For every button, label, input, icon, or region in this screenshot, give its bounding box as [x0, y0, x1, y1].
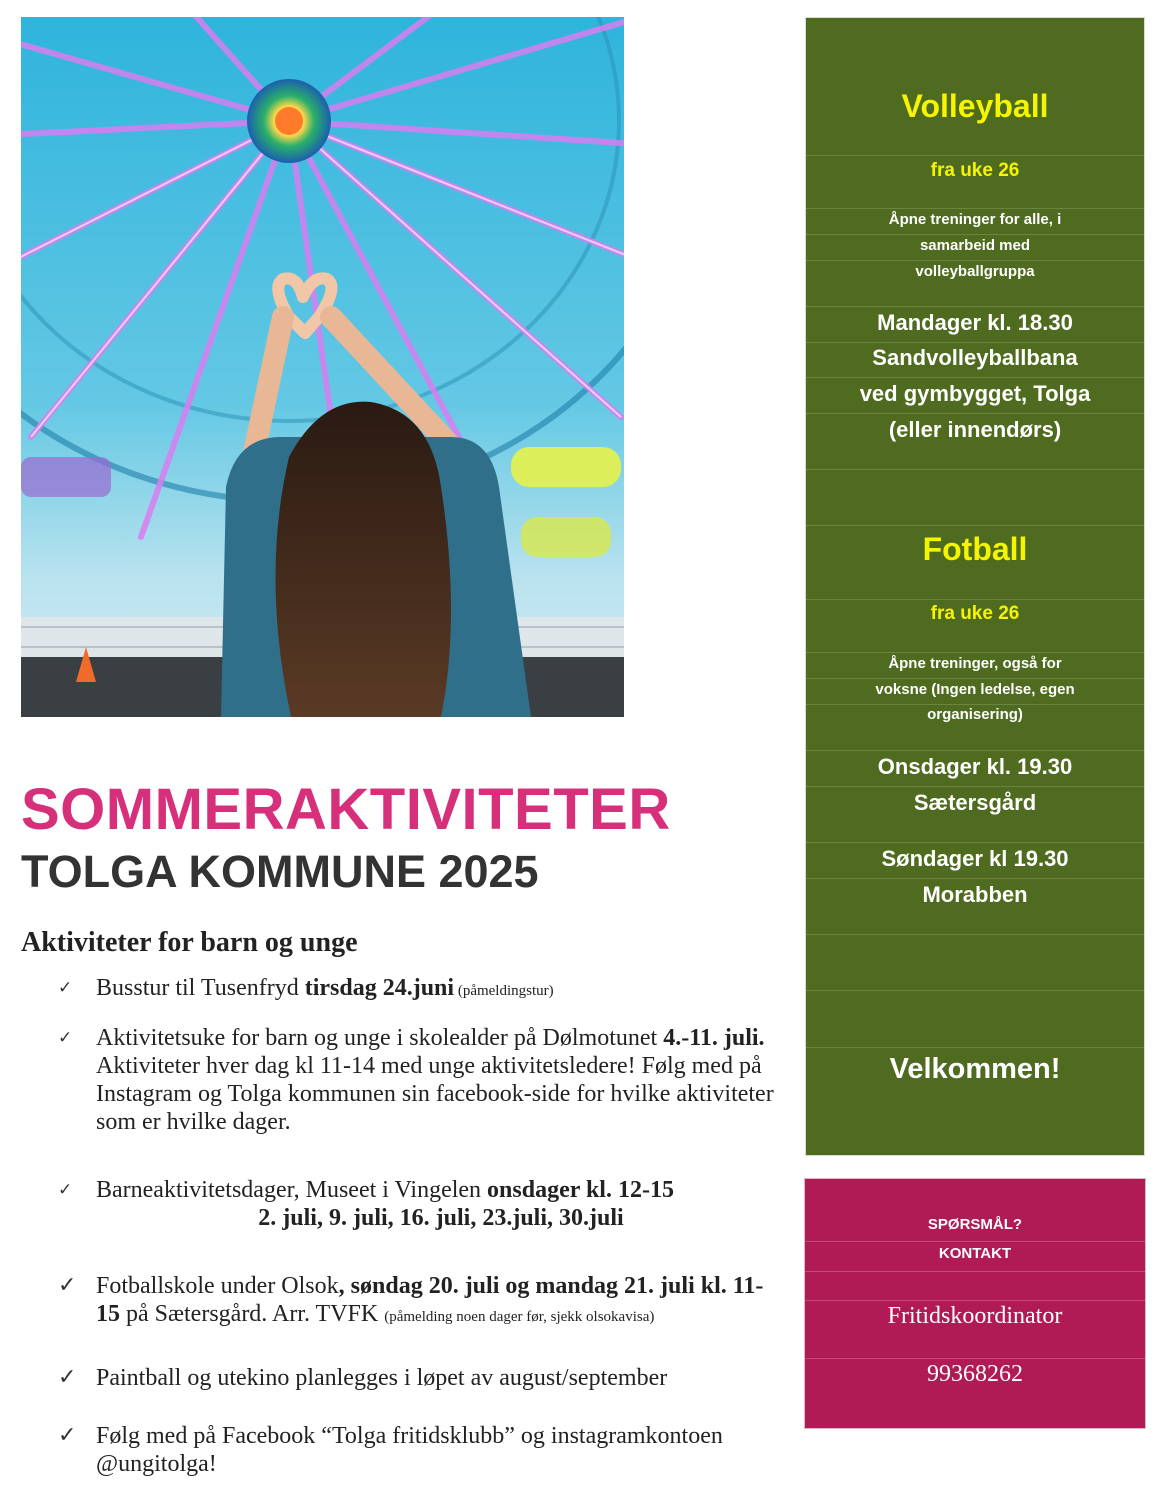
section-heading: Aktiviteter for barn og unge: [21, 927, 358, 958]
divider: [805, 1241, 1145, 1242]
checkmark-icon: ✓: [58, 1028, 73, 1048]
volleyball-heading: Volleyball: [901, 88, 1049, 124]
volleyball-desc-line: samarbeid med: [919, 237, 1031, 254]
activity-list: [56, 974, 786, 1478]
list-item: [56, 1272, 786, 1328]
checkmark-icon: ✓: [58, 1423, 77, 1448]
fotball-heading: Fotball: [922, 531, 1028, 567]
fotball-schedule-line: Sætersgård: [913, 790, 1037, 815]
fotball-desc-line: Åpne treninger, også for: [888, 655, 1062, 672]
volleyball-schedule-line: (eller innendørs): [888, 417, 1062, 442]
sports-panel: [805, 17, 1145, 1156]
divider: [805, 1300, 1145, 1301]
fotball-desc-line: voksne (Ingen ledelse, egen: [875, 681, 1075, 698]
contact-phone[interactable]: 99368262: [927, 1361, 1023, 1387]
divider: [806, 306, 1144, 307]
volleyball-schedule-line: ved gymbygget, Tolga: [859, 381, 1091, 406]
divider: [806, 1047, 1144, 1048]
item-text: Aktiviteter hver dag kl 11-14 med unge aktivitetsledere! Følg med på Instagram og Tolga kommunen sin facebook-side for hvilke aktiviteter som er hvilke dager.: [96, 1053, 774, 1135]
list-item: [56, 974, 786, 1002]
fotball-start: fra uke 26: [930, 603, 1020, 624]
page-title: SOMMERAKTIVITETER: [21, 777, 671, 842]
list-item: [56, 1422, 786, 1478]
divider: [806, 208, 1144, 209]
volleyball-start: fra uke 26: [930, 160, 1020, 181]
divider: [806, 234, 1144, 235]
volleyball-schedule-line: Mandager kl. 18.30: [877, 310, 1073, 335]
list-item: [56, 1024, 786, 1136]
contact-panel: [804, 1178, 1146, 1429]
item-note: (påmeldingstur): [454, 983, 554, 999]
divider: [806, 377, 1144, 378]
checkmark-icon: ✓: [58, 1365, 77, 1390]
checkmark-icon: ✓: [58, 1273, 77, 1298]
item-text: Fotballskole under Olsok: [96, 1273, 339, 1299]
contact-label: KONTAKT: [938, 1245, 1012, 1262]
divider: [806, 842, 1144, 843]
item-bold: , søndag 20. juli og mandag 21. juli kl. 11-15: [96, 1273, 764, 1327]
item-bold: tirsdag 24.juni: [304, 975, 455, 1001]
divider: [805, 1358, 1145, 1359]
item-text: Aktivitetsuke for barn og unge i skolealder på Dølmotunet: [96, 1025, 664, 1051]
fotball-schedule-line: Morabben: [922, 882, 1028, 907]
divider: [805, 1271, 1145, 1272]
divider: [806, 599, 1144, 600]
checkmark-icon: ✓: [58, 1180, 73, 1200]
item-bold: onsdager kl. 12-15: [487, 1177, 674, 1203]
list-item: [56, 1364, 786, 1392]
divider: [806, 525, 1144, 526]
item-note: (påmelding noen dager før, sjekk olsokavisa): [384, 1309, 655, 1325]
divider: [806, 934, 1144, 935]
divider: [806, 342, 1144, 343]
fotball-schedule-line: Søndager kl 19.30: [881, 846, 1069, 871]
item-text: på Sætersgård. Arr. TVFK: [120, 1301, 385, 1327]
divider: [806, 469, 1144, 470]
divider: [806, 260, 1144, 261]
divider: [806, 878, 1144, 879]
item-text: Barneaktivitetsdager, Museet i Vingelen: [96, 1177, 488, 1203]
contact-question: SPØRSMÅL?: [927, 1216, 1023, 1233]
checkmark-icon: ✓: [58, 978, 73, 998]
volleyball-desc-line: volleyballgruppa: [915, 263, 1035, 280]
page-subtitle: TOLGA KOMMUNE 2025: [21, 846, 539, 897]
volleyball-schedule-line: Sandvolleyballbana: [872, 345, 1078, 370]
item-text: Busstur til Tusenfryd: [96, 975, 305, 1001]
divider: [806, 786, 1144, 787]
divider: [806, 155, 1144, 156]
divider: [806, 652, 1144, 653]
welcome-text: Velkommen!: [889, 1053, 1061, 1085]
ferris-wheel-photo: [21, 17, 624, 717]
fotball-schedule-line: Onsdager kl. 19.30: [877, 754, 1073, 779]
volleyball-desc-line: Åpne treninger for alle, i: [888, 211, 1062, 228]
item-text: Paintball og utekino planlegges i løpet av august/september: [96, 1365, 668, 1391]
contact-role: Fritidskoordinator: [887, 1303, 1063, 1329]
divider: [806, 413, 1144, 414]
divider: [806, 750, 1144, 751]
divider: [806, 704, 1144, 705]
item-text: Følg med på Facebook “Tolga fritidsklubb” og instagramkontoen @ungitolga!: [96, 1423, 723, 1477]
item-bold: 4.-11. juli.: [663, 1025, 765, 1051]
list-item: [56, 1176, 786, 1232]
divider: [806, 678, 1144, 679]
divider: [806, 990, 1144, 991]
item-dates: 2. juli, 9. juli, 16. juli, 23.juli, 30.juli: [258, 1205, 624, 1231]
fotball-desc-line: organisering): [927, 706, 1023, 723]
